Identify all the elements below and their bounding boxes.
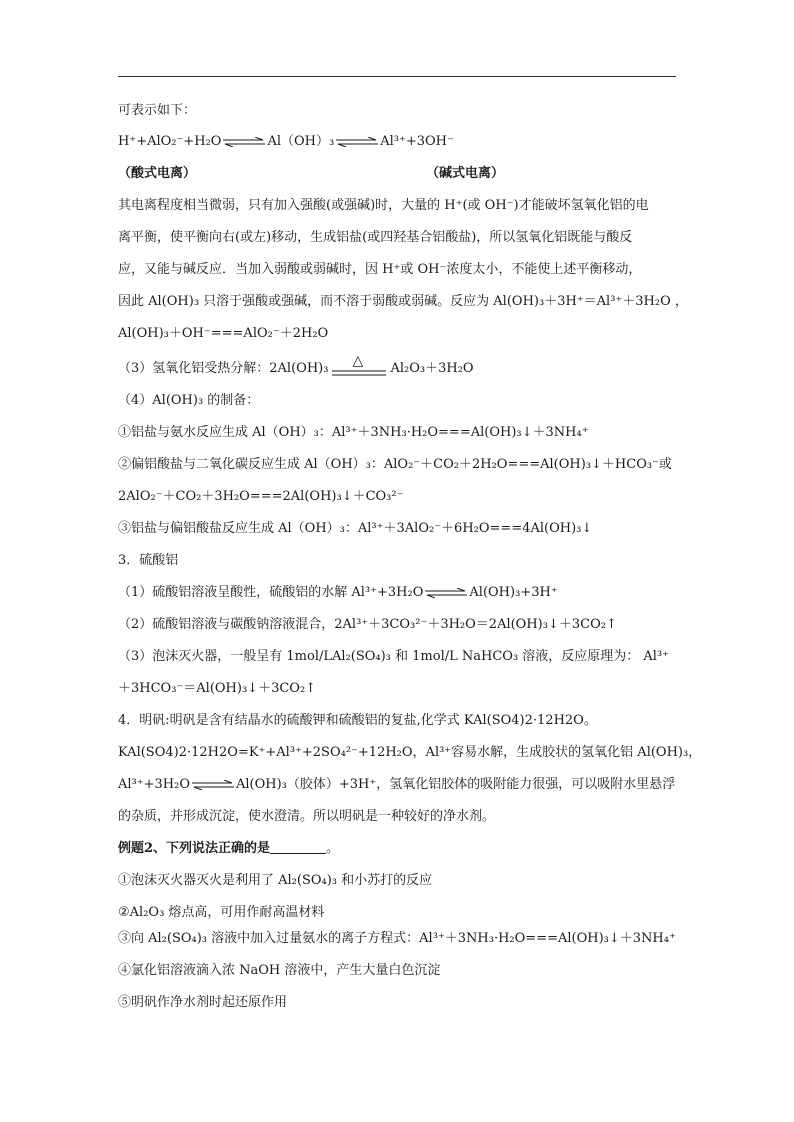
example-question [118, 840, 339, 858]
paragraph-line: 的杂质，并形成沉淀，使水澄清。所以明矾是一种较好的净水剂。 [118, 809, 496, 824]
option-item: ②Al₂O₃ 熔点高，可用作耐高温材料 [118, 905, 325, 920]
preparation-item: ②偏铝酸盐与二氧化碳反应生成 Al（OH）₃：AlO₂⁻＋CO₂＋2H₂O===Al(OH)₃↓＋HCO₃⁻或 [118, 457, 672, 472]
heat-symbol: △ [352, 353, 364, 369]
reversible-arrow-icon [192, 780, 234, 790]
hydrolysis-right: Al(OH)₃+3H⁺ [469, 585, 558, 600]
preparation-item: ①铝盐与氨水反应生成 Al（OH）₃：Al³⁺＋3NH₃·H₂O===Al(OH)₃↓＋3NH₄⁺ [118, 425, 589, 440]
paragraph-line: 其电离程度相当微弱，只有加入强酸(或强碱)时，大量的 H⁺(或 OH⁻)才能破坏氢氧化铝的电 [118, 198, 649, 213]
paragraph-line: ＋3HCO₃⁻＝Al(OH)₃↓＋3CO₂↑ [118, 681, 317, 696]
alum-hydrolysis-line [118, 776, 675, 794]
paragraph-line: 离平衡，使平衡向右(或左)移动，生成铝盐(或四羟基合铝酸盐)，所以氢氧化铝既能与酸反 [118, 230, 633, 245]
decomposition-line [118, 353, 474, 378]
decomposition-reactant: （3）氢氧化铝受热分解：2Al(OH)₃ [118, 361, 329, 376]
equilibrium-equation [118, 133, 454, 151]
option-item: ④氯化铝溶液滴入浓 NaOH 溶液中，产生大量白色沉淀 [118, 963, 441, 978]
paragraph-line: （2）硫酸铝溶液与碳酸钠溶液混合，2Al³⁺＋3CO₃²⁻＋3H₂O＝2Al(OH)₃↓＋3CO₂↑ [118, 617, 617, 632]
paragraph-line: Al(OH)₃＋OH⁻===AlO₂⁻＋2H₂O [118, 326, 329, 341]
paragraph-line: （3）泡沫灭火器，一般呈有 1mol/LAl₂(SO₄)₃ 和 1mol/L NaHCO₃ 溶液，反应原理为： Al³⁺ [118, 649, 670, 664]
heating-arrow-icon [330, 353, 388, 378]
base-ionization-label: （碱式电离） [426, 166, 505, 181]
eq-mid: Al（OH）₃ [267, 134, 335, 149]
hydrolysis-line [118, 584, 558, 602]
eq-right: Al³⁺+3OH⁻ [380, 134, 454, 149]
answer-blank[interactable] [270, 841, 326, 854]
intro-line: 可表示如下： [118, 103, 197, 118]
example-title: 例题2、下列说法正确的是 [118, 841, 271, 856]
preparation-item: 2AlO₂⁻＋CO₂＋3H₂O===2Al(OH)₃↓＋CO₃²⁻ [118, 489, 404, 504]
option-item: ③向 Al₂(SO₄)₃ 溶液中加入过量氨水的离子方程式：Al³⁺＋3NH₃·H₂O===Al(OH)₃↓＋3NH₄⁺ [118, 931, 676, 946]
eq-left: H⁺+AlO₂⁻+H₂O [118, 134, 222, 149]
option-item: ①泡沫灭火器灭火是利用了 Al₂(SO₄)₃ 和小苏打的反应 [118, 873, 433, 888]
example-period: 。 [326, 841, 340, 856]
reversible-arrow-icon [425, 588, 467, 598]
option-item: ⑤明矾作净水剂时起还原作用 [118, 995, 288, 1010]
section-heading: 4．明矾:明矾是含有结晶水的硫酸钾和硫酸铝的复盐,化学式 KAl(SO4)2·12H2O。 [118, 713, 597, 728]
alum-hydrolysis-left: Al³⁺+3H₂O [118, 777, 190, 792]
paragraph-line: 因此 Al(OH)₃ 只溶于强酸或强碱，而不溶于弱酸或弱碱。反应为 Al(OH)₃＋3H⁺＝Al³⁺＋3H₂O ， [118, 294, 688, 309]
decomposition-product: Al₂O₃＋3H₂O [390, 361, 474, 376]
alum-hydrolysis-right: Al(OH)₃（胶体）+3H⁺，氢氧化铝胶体的吸附能力很强，可以吸附水里悬浮 [236, 777, 676, 792]
paragraph-line: 应，又能与碱反应．当加入弱酸或弱碱时，因 H⁺或 OH⁻浓度太小，不能使上述平衡移动， [118, 262, 642, 277]
acid-ionization-label: （酸式电离） [118, 166, 197, 181]
preparation-item: ③铝盐与偏铝酸盐反应生成 Al（OH）₃：Al³⁺＋3AlO₂⁻＋6H₂O===4Al(OH)₃↓ [118, 521, 593, 536]
hydrolysis-left: （1）硫酸铝溶液呈酸性，硫酸铝的水解 Al³⁺+3H₂O [118, 585, 424, 600]
section-heading: 3．硫酸铝 [118, 553, 179, 568]
reversible-arrow-icon [223, 137, 265, 147]
paragraph-line: KAl(SO4)2·12H2O=K⁺+Al³⁺+2SO₄²⁻+12H₂O，Al³⁺容易水解，生成胶状的氢氧化铝 Al(OH)₃， [118, 745, 702, 760]
ionization-labels [118, 165, 504, 183]
header-rule [118, 76, 676, 77]
section-subheading: （4）Al(OH)₃ 的制备： [118, 393, 260, 408]
reversible-arrow-icon [336, 137, 378, 147]
